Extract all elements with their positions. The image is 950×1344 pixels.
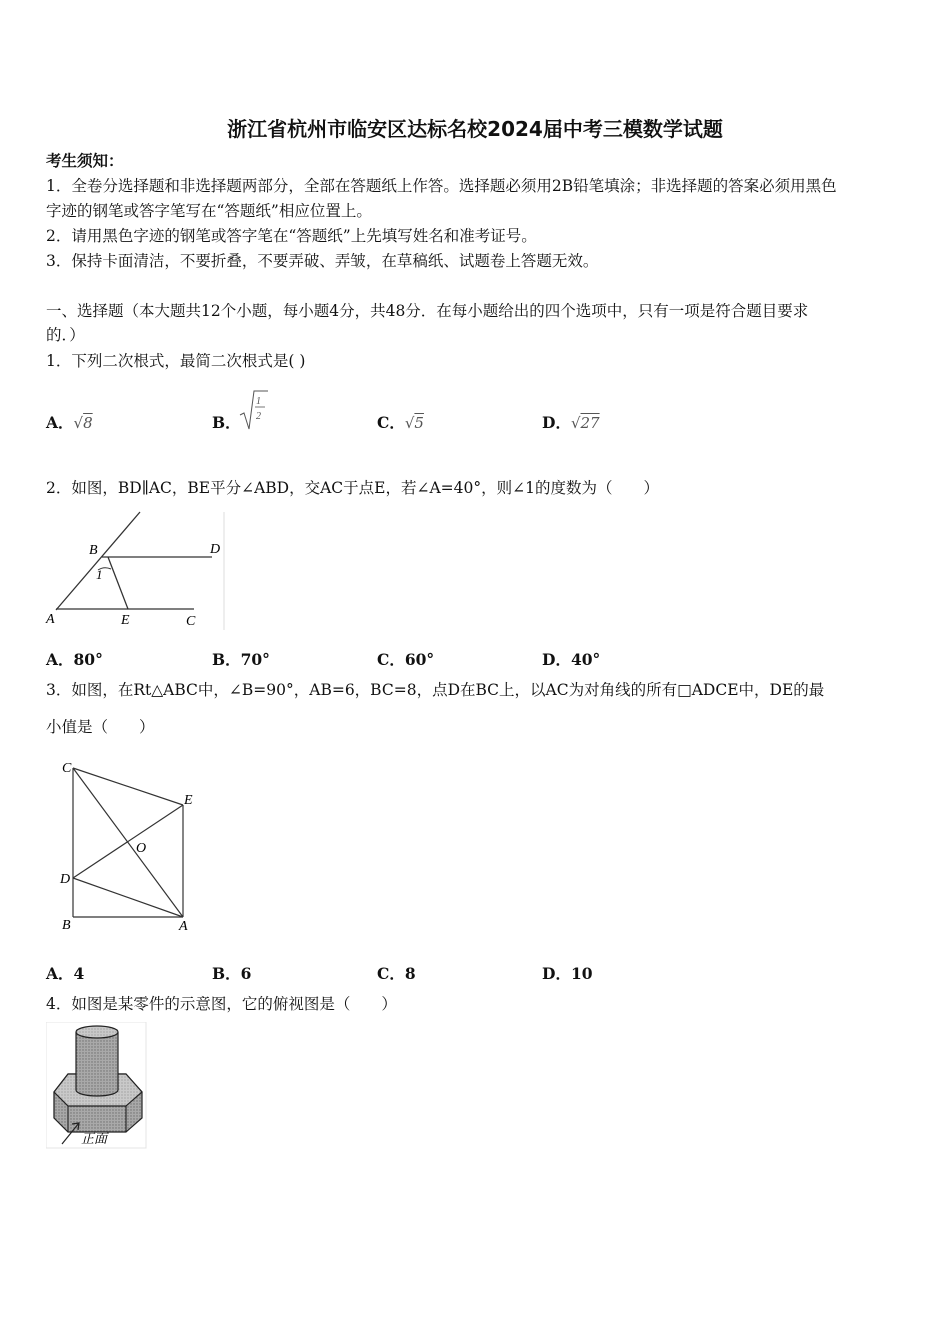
q1-option-a-radical: √8 — [73, 414, 93, 432]
q3-option-b: B．6 — [212, 964, 252, 983]
q3-option-c: C．8 — [377, 964, 416, 983]
notice-item-1-line-2: 字迹的钢笔或答字笔写在“答题纸”相应位置上。 — [46, 202, 372, 220]
q3-label-e: E — [184, 793, 193, 808]
q3-line-de — [73, 805, 183, 878]
q3-stem-line-2: 小值是（ ） — [46, 718, 155, 736]
q1-option-c — [377, 411, 424, 433]
notice-heading: 考生须知： — [46, 151, 124, 170]
q2-option-a: A．80° — [46, 650, 103, 669]
q1-option-c-radicand: 5 — [414, 414, 424, 432]
q3-line-da — [73, 878, 183, 917]
page-title: 浙江省杭州市临安区达标名校2024届中考三模数学试题 — [227, 117, 723, 141]
q1-option-a-radicand: 8 — [83, 414, 93, 432]
q1-option-b-radical — [238, 389, 270, 431]
notice-item-1-line-1: 1．全卷分选择题和非选择题两部分，全部在答题纸上作答。选择题必须用2B铅笔填涂；非选择题的答案必须用黑色 — [46, 177, 837, 195]
q4-figure — [46, 1022, 148, 1150]
q3-option-d: D．10 — [542, 964, 593, 983]
q2-stem: 2．如图，BD∥AC，BE平分∠ABD，交AC于点E，若∠A=40°，则∠1的度数为（ ） — [46, 479, 659, 497]
q3-line-ce — [73, 768, 183, 805]
q2-label-c: C — [186, 614, 196, 629]
section-heading-line-2: 的．） — [46, 326, 85, 344]
q4-stem: 4．如图是某零件的示意图，它的俯视图是（ ） — [46, 995, 397, 1013]
q3-label-o: O — [136, 841, 147, 856]
q3-option-a: A．4 — [46, 964, 85, 983]
q2-option-c: C．60° — [377, 650, 435, 669]
q3-figure — [56, 756, 206, 934]
q3-label-c: C — [62, 761, 72, 776]
q2-line-ab — [56, 512, 140, 610]
q1-option-d-radicand: 27 — [580, 414, 600, 432]
notice-item-3: 3．保持卡面清洁，不要折叠，不要弄破、弄皱，在草稿纸、试题卷上答题无效。 — [46, 252, 599, 270]
q1-option-d-radical: √27 — [570, 414, 600, 432]
q1-option-b-denominator: 2 — [256, 411, 261, 422]
q1-option-d-label: D． — [542, 413, 571, 432]
q1-option-a-label: A． — [46, 413, 74, 432]
q1-option-c-label: C． — [377, 413, 405, 432]
q3-label-a: A — [179, 919, 188, 934]
q2-label-b: B — [89, 543, 98, 558]
q1-option-b-numerator: 1 — [256, 396, 261, 407]
q2-label-e: E — [121, 613, 130, 628]
q2-label-a: A — [46, 612, 55, 627]
q2-line-be — [108, 557, 128, 609]
section-heading-line-1: 一、选择题（本大题共12个小题，每小题4分，共48分．在每小题给出的四个选项中，只有一项是符合题目要求 — [46, 302, 809, 320]
q1-option-c-radical: √5 — [404, 414, 424, 432]
q1-option-d — [542, 411, 600, 433]
notice-item-2: 2．请用黑色字迹的钢笔或答字笔在“答题纸”上先填写姓名和准考证号。 — [46, 227, 537, 245]
q3-stem-line-1: 3．如图，在Rt△ABC中，∠B=90°，AB=6，BC=8，点D在BC上，以AC为对角线的所有□ADCE中，DE的最 — [46, 681, 825, 699]
q3-label-b: B — [62, 918, 71, 933]
q3-label-d: D — [60, 872, 71, 887]
q4-front-label: 正面 — [81, 1131, 108, 1146]
q2-label-d: D — [210, 542, 221, 557]
q2-option-d: D．40° — [542, 650, 601, 669]
q3-line-ca — [73, 768, 183, 917]
q2-option-b: B．70° — [212, 650, 270, 669]
q2-figure — [44, 510, 229, 632]
q1-option-b-label: B． — [212, 413, 241, 432]
q1-option-a — [46, 411, 93, 433]
q1-stem: 1．下列二次根式，最简二次根式是( ) — [46, 352, 306, 370]
q2-label-1: 1 — [96, 567, 103, 582]
